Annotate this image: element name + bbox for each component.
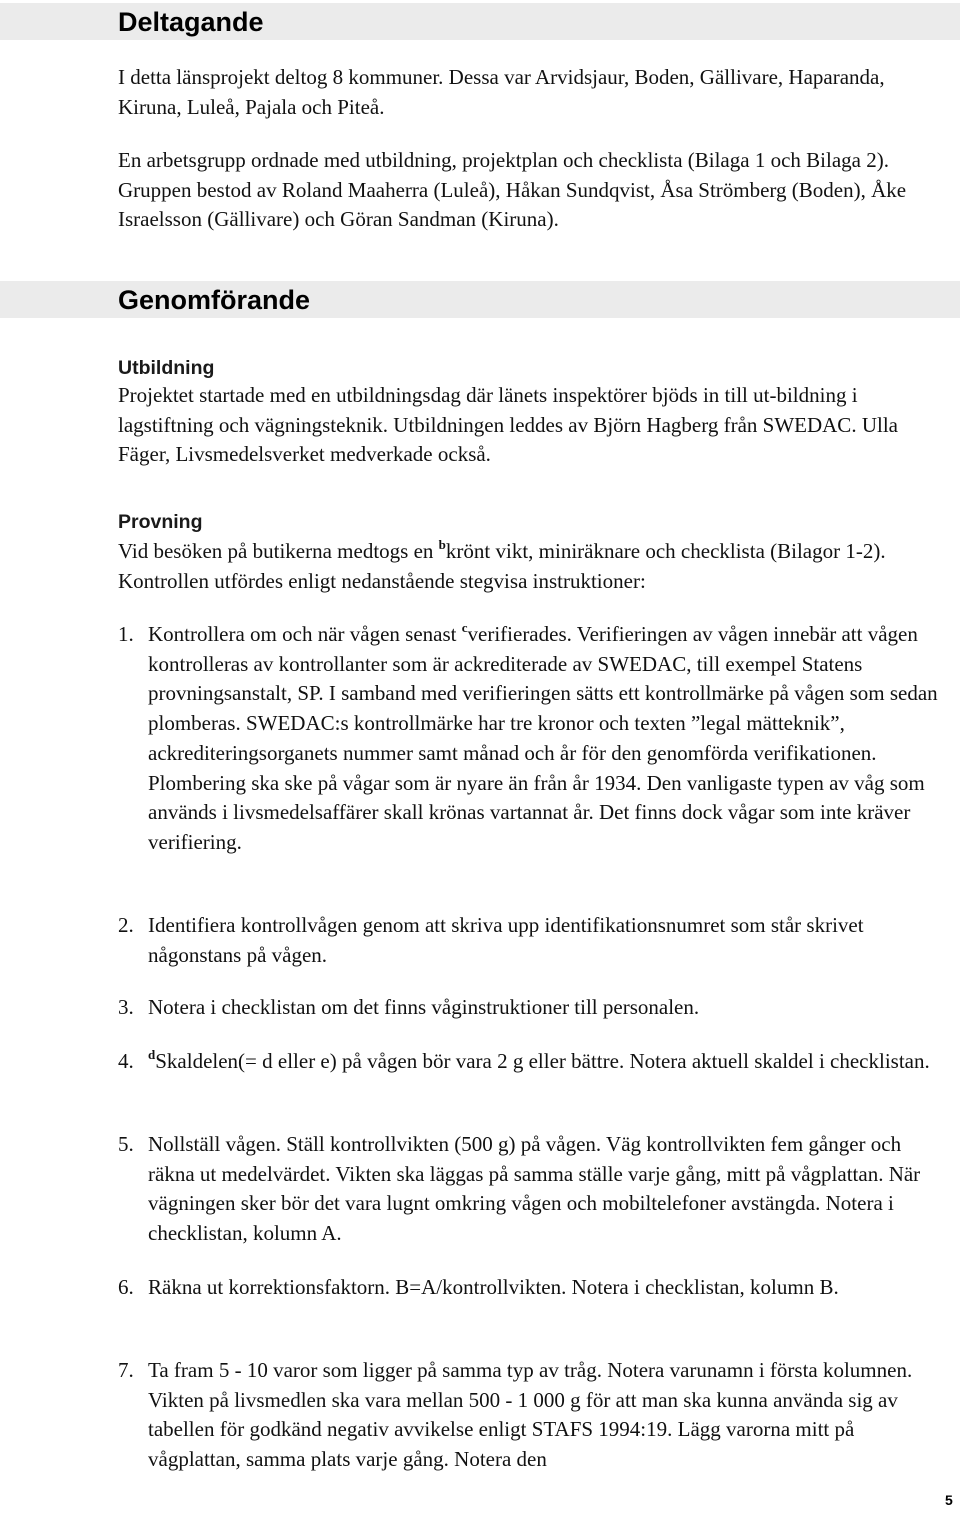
list-item-number: 5. — [118, 1132, 134, 1156]
list-item-text-part: Skaldelen(= d eller e) på vågen bör vara 2 g eller bättre. Notera aktuell skaldel i checklistan. — [155, 1049, 930, 1073]
list-item-text: Ta fram 5 - 10 varor som ligger på samma typ av tråg. Notera varunamn i första kolumnen. Vikten på livsmedlen ska vara mellan 500 - 1 000 g för att man ska kunna använda sig av tabellen för godkänd negativ avvikelse enligt STAFS 1994:19. Lägg varorna mitt på vågplattan, samma plats varje gång. Notera den — [148, 1358, 913, 1472]
provning-text-part: krönt vikt, miniräknare och checklista (Bilagor 1-2). Kontrollen utfördes enligt nedanstående stegvisa instruktioner: — [118, 539, 886, 593]
list-item-text: Notera i checklistan om det finns våginstruktioner till personalen. — [148, 995, 700, 1019]
list-item-number: 2. — [118, 913, 134, 937]
page-number: 5 — [945, 1492, 953, 1508]
list-item-number: 4. — [118, 1049, 134, 1073]
subheading-provning: Provning — [118, 511, 203, 533]
list-item-text: Identifiera kontrollvågen genom att skriva upp identifikationsnumret som står skrivet någonstans på vågen. — [148, 913, 864, 967]
list-item-number: 6. — [118, 1275, 134, 1299]
subheading-utbildning: Utbildning — [118, 357, 215, 379]
section-heading-genomforande: Genomförande — [118, 285, 311, 315]
paragraph-utbildning: Projektet startade med en utbildningsdag där länets inspektörer bjöds in till ut-bildning i lagstiftning och vägningsteknik. Utbildningen leddes av Björn Hagberg från SWEDAC. Ulla Fäger, Livsmedelsverket medverkade också. — [118, 383, 898, 467]
paragraph-provning — [118, 537, 948, 596]
footnote-marker: d — [148, 1047, 156, 1062]
list-item-text: Nollställ vågen. Ställ kontrollvikten (500 g) på vågen. Väg kontrollvikten fem gånger och räkna ut medelvärdet. Vikten ska läggas på samma ställe varje gång, mitt på vågplattan. När vägningen sker bör det vara lugnt omkring vågen och mobiltelefoner avstängda. Notera i checklistan, kolumn A. — [148, 1132, 921, 1246]
list-item-number: 7. — [118, 1358, 134, 1382]
provning-text-part: Vid besöken på butikerna medtogs en — [118, 539, 439, 563]
list-item-text — [148, 620, 948, 858]
paragraph-arbetsgrupp: En arbetsgrupp ordnade med utbildning, projektplan och checklista (Bilaga 1 och Bilaga 2). Gruppen bestod av Roland Maaherra (Luleå), Håkan Sundqvist, Åsa Strömberg (Boden), Åke Israelsson (Gällivare) och Göran Sandman (Kiruna). — [118, 148, 907, 232]
section-heading-band — [0, 3, 960, 40]
list-item-text: Räkna ut korrektionsfaktorn. B=A/kontrollvikten. Notera i checklistan, kolumn B. — [148, 1275, 839, 1299]
section-heading-band — [0, 281, 960, 318]
paragraph-kommuner: I detta länsprojekt deltog 8 kommuner. Dessa var Arvidsjaur, Boden, Gällivare, Haparanda, Kiruna, Luleå, Pajala och Piteå. — [118, 65, 885, 119]
footnote-marker: b — [438, 537, 446, 552]
list-item-number: 3. — [118, 995, 134, 1019]
list-item-text — [148, 1047, 948, 1077]
list-item-number: 1. — [118, 622, 134, 646]
section-heading-deltagande: Deltagande — [118, 7, 264, 37]
list-item-text-part: Kontrollera om och när vågen senast — [148, 622, 462, 646]
list-item-text-part: verifierades. Verifieringen av vågen innebär att vågen kontrolleras av kontrollanter som är ackrediterade av SWEDAC, till exempel Statens provningsanstalt, SP. I samband med verifieringen sätts ett kontrollmärke på vågen som sedan plomberas. SWEDAC:s kontrollmärke har tre kronor och texten ”legal mätteknik”, ackrediteringsorganets nummer samt månad och år för den genomförda verifikationen. Plombering ska ske på vågar som är nyare än från år 1934. Den vanligaste typen av våg som används i livsmedelsaffärer skall krönas vartannat år. Det finns dock vågar som inte kräver verifiering. — [148, 622, 938, 854]
footnote-marker: c — [461, 620, 468, 635]
